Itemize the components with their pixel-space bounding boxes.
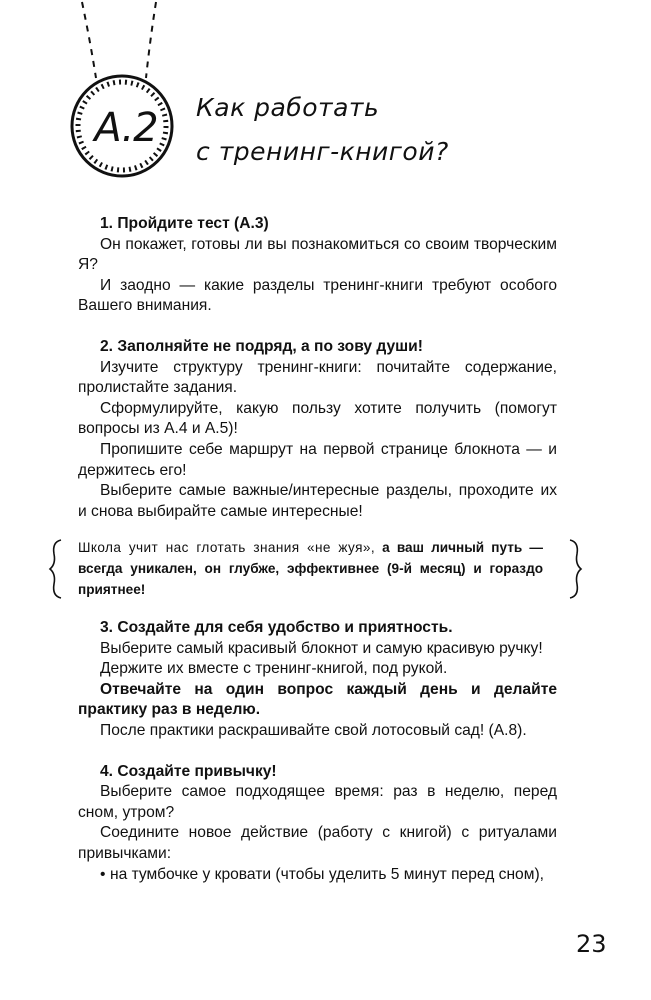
section-3-paragraph: Держите их вместе с тренинг-книгой, под рукой. <box>100 660 448 678</box>
section-4-title: 4. Создайте привычку! <box>100 762 277 780</box>
bullet-text: на тумбочке у кровати (чтобы уделить 5 минут перед сном), <box>110 865 544 883</box>
section-1-paragraph: И заодно — какие разделы тренинг-книги требуют особого Вашего внимания. <box>78 276 557 315</box>
section-4-paragraph: Соедините новое действие (работу с книгой) с ритуалами привычками: <box>78 824 557 863</box>
section-3-paragraph: После практики раскрашивайте свой лотосовый сад! (А.8). <box>100 722 527 740</box>
section-2-paragraph: Пропишите себе маршрут на первой странице блокнота — и держитесь его! <box>78 440 557 479</box>
section-2-paragraph: Изучите структуру тренинг-книги: почитайте содержание, пролистайте задания. <box>78 358 557 397</box>
chapter-title-line-2: с тренинг-книгой? <box>196 137 449 166</box>
bullet-item <box>78 865 557 886</box>
section-badge: A.2 <box>94 105 158 151</box>
quote-bold-text: а ваш личный путь — всегда уникален, он глубже, эффективнее (9-й месяц) и гораздо приятнее! <box>78 540 544 597</box>
right-brace-icon <box>567 538 583 600</box>
bullet-marker: • <box>100 865 106 883</box>
quote-normal-text: Школа учит нас глотать знания «не жуя», <box>78 540 376 556</box>
section-2-paragraph: Выберите самые важные/интересные разделы, проходите их и снова выбирайте самые интересные! <box>78 482 557 520</box>
chapter-title <box>196 86 449 174</box>
section-3-bold-paragraph: Отвечайте на один вопрос каждый день и делайте практику раз в неделю. <box>78 680 557 719</box>
section-2-paragraph: Сформулируйте, какую пользу хотите получить (помогут вопросы из А.4 и А.5)! <box>78 399 557 438</box>
section-1-paragraph: Он покажет, готовы ли вы познакомиться со своим творческим Я? <box>78 235 557 274</box>
quote-text <box>48 538 583 600</box>
quote-block <box>48 538 583 600</box>
section-2-title: 2. Заполняйте не подряд, а по зову души! <box>100 337 423 355</box>
section-1-title: 1. Пройдите тест (А.3) <box>100 215 269 232</box>
page-content <box>78 214 557 885</box>
section-3-paragraph: Выберите самый красивый блокнот и самую красивую ручку! <box>100 639 543 657</box>
section-4-paragraph: Выберите самое подходящее время: раз в неделю, перед сном, утром? <box>78 783 557 821</box>
chapter-title-line-1: Как работать <box>196 93 380 122</box>
page-number: 23 <box>576 930 607 958</box>
section-3-title: 3. Создайте для себя удобство и приятность. <box>100 619 453 637</box>
left-brace-icon <box>48 538 64 600</box>
